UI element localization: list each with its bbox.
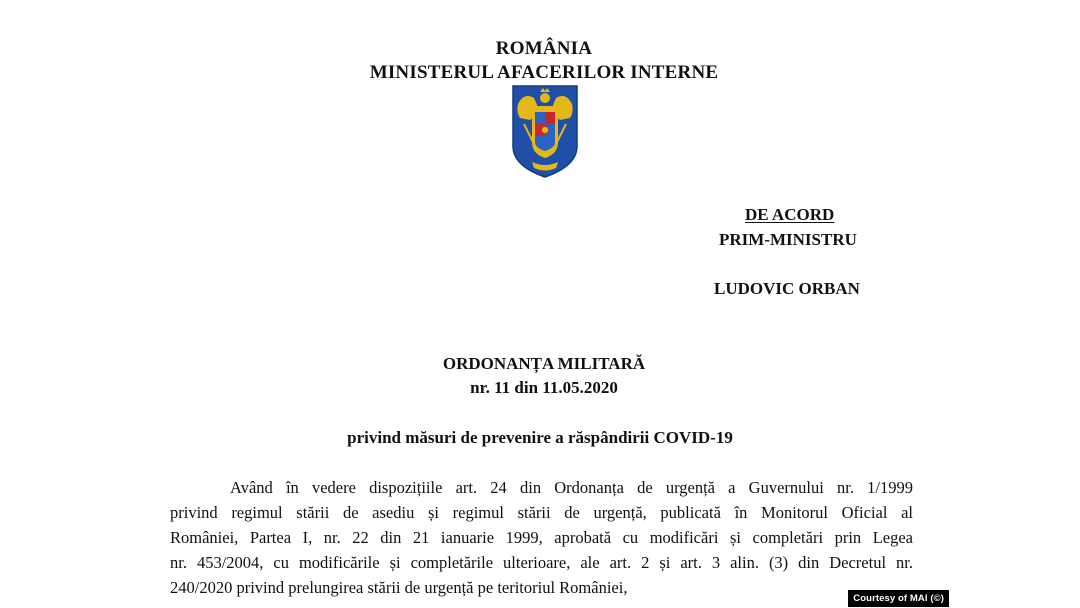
preamble-line: 240/2020 privind prelungirea stării de urgență pe teritoriul României, (170, 578, 628, 597)
approval-agree: DE ACORD (745, 205, 835, 224)
coat-of-arms-icon (510, 84, 580, 179)
preamble-paragraph (170, 475, 913, 600)
ministry-heading: MINISTERUL AFACERILOR INTERNE (369, 62, 719, 83)
preamble-line: Având în vedere dispozițiile art. 24 din Ordonanța de urgență a Guvernului nr. 1/1999 (230, 478, 913, 497)
country-heading: ROMÂNIA (495, 38, 593, 59)
ordinance-subject: privind măsuri de prevenire a răspândirii COVID-19 (347, 428, 733, 447)
preamble-line: privind regimul stării de asediu și regimul stării de urgență, publicată în Monitorul Oficial al (170, 503, 913, 522)
ordinance-title: ORDONANȚA MILITARĂ (442, 354, 646, 373)
approval-title: PRIM-MINISTRU (719, 230, 857, 249)
ordinance-number: nr. 11 din 11.05.2020 (470, 378, 618, 397)
preamble-line: României, Partea I, nr. 22 din 21 ianuarie 1999, aprobată cu modificări și completări prin Legea (170, 528, 913, 547)
preamble-line: nr. 453/2004, cu modificările și completările ulterioare, ale art. 2 și art. 3 alin. (3) din Decretul nr. (170, 553, 913, 572)
image-credit-badge: Courtesy of MAI (©) (848, 590, 949, 607)
approval-name: LUDOVIC ORBAN (714, 279, 860, 298)
